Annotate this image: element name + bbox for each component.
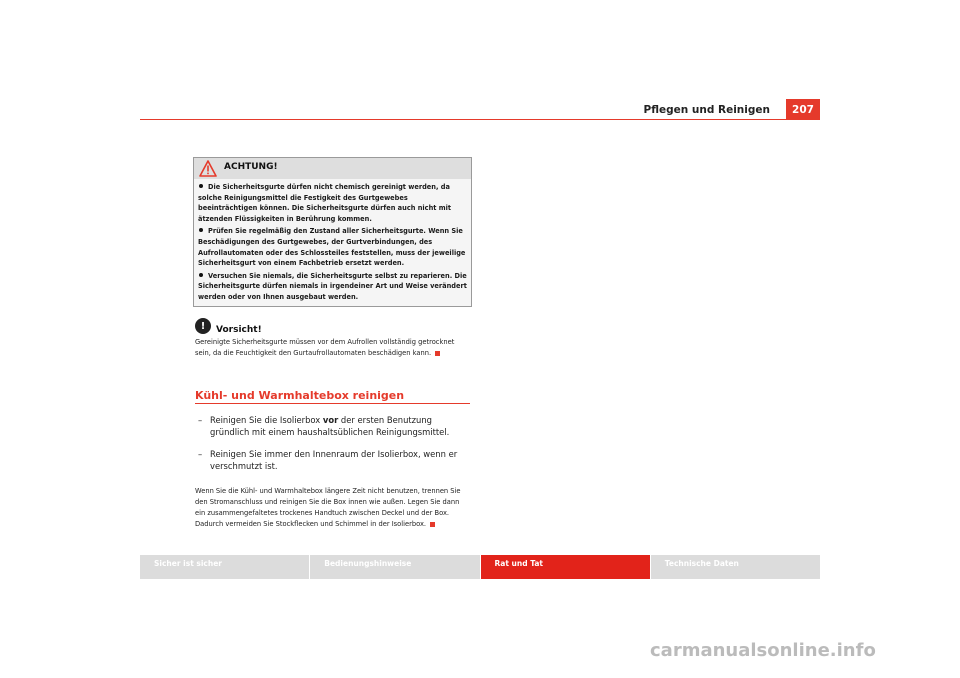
step-text xyxy=(195,414,471,438)
caution-icon: ! xyxy=(195,318,211,334)
warning-item xyxy=(198,226,467,268)
step-dash: – xyxy=(198,449,203,459)
body-paragraph-text: Wenn Sie die Kühl- und Warmhaltebox längere Zeit nicht benutzen, trennen Sie den Stromanschluss und reinigen Sie die Box innen wie außen. Legen Sie dann ein zusammengefaltetes trockenes Handtuch zwischen Deckel und der Box. Dadurch vermeiden Sie Stockflecken und Schimmel in der Isolierbox. xyxy=(195,487,461,528)
warning-box xyxy=(193,157,472,307)
tab-sicher-ist-sicher[interactable]: Sicher ist sicher xyxy=(140,555,309,579)
end-marker-icon xyxy=(430,522,435,527)
caution-text xyxy=(195,337,470,359)
section-heading: Kühl- und Warmhaltebox reinigen xyxy=(195,389,405,402)
warning-item-text: Prüfen Sie regelmäßig den Zustand aller Sicherheitsgurte. Wenn Sie Beschädigungen des Gurtgewebes, der Gurtverbindungen, des Aufrollautomaten oder des Schlossteiles feststellen, muss der jeweilige Sicherheitsgurt von einem Fachbetrieb ersetzt werden. xyxy=(198,227,466,268)
warning-item xyxy=(198,182,467,224)
warning-body xyxy=(194,179,471,303)
caution-text-content: Gereinigte Sicherheitsgurte müssen vor dem Aufrollen vollständig getrocknet sein, da die Feuchtigkeit den Gurtaufrollautomaten beschädigen kann. xyxy=(195,338,455,357)
bullet-icon xyxy=(199,273,203,277)
step-text-part: Reinigen Sie die Isolierbox xyxy=(210,415,323,425)
header-divider xyxy=(140,119,820,120)
watermark: carmanualsonline.info xyxy=(650,640,876,661)
warning-item xyxy=(198,271,467,303)
warning-item-text: Versuchen Sie niemals, die Sicherheitsgurte selbst zu reparieren. Die Sicherheitsgurte dürfen niemals in irgendeiner Art und Weise verändert werden oder von Ihnen ausgebaut werden. xyxy=(198,271,467,301)
tab-bedienungshinweise[interactable]: Bedienungshinweise xyxy=(310,555,479,579)
warning-triangle-icon xyxy=(199,160,217,177)
bullet-icon xyxy=(199,228,203,232)
page-number: 207 xyxy=(786,99,820,120)
step-emphasis: vor xyxy=(322,415,339,425)
section-divider xyxy=(195,403,470,404)
caution-title: Vorsicht! xyxy=(216,325,262,335)
step-text: Reinigen Sie immer den Innenraum der Isolierbox, wenn er verschmutzt ist. xyxy=(210,449,458,471)
tab-rat-und-tat[interactable]: Rat und Tat xyxy=(481,555,650,579)
warning-header xyxy=(194,158,471,179)
tab-technische-daten[interactable]: Technische Daten xyxy=(651,555,820,579)
page-header-title: Pflegen und Reinigen xyxy=(643,104,770,116)
step-dash: – xyxy=(198,415,203,425)
end-marker-icon xyxy=(435,351,440,356)
instruction-step xyxy=(195,414,471,438)
warning-item-text: Die Sicherheitsgurte dürfen nicht chemisch gereinigt werden, da solche Reinigungsmittel die Festigkeit des Gurtgewebes beeinträchtigen können. Die Sicherheitsgurte dürfen auch nicht mit ätzenden Flüssigkeiten in Berührung kommen. xyxy=(198,183,452,223)
body-paragraph xyxy=(195,486,471,530)
bullet-icon xyxy=(199,184,203,188)
warning-title: ACHTUNG! xyxy=(224,162,278,172)
instruction-step xyxy=(195,448,471,472)
footer-nav xyxy=(140,555,820,579)
step-text-part: der ersten Benutzung gründlich mit einem haushaltsüblichen Reinigungsmittel. xyxy=(210,415,450,437)
